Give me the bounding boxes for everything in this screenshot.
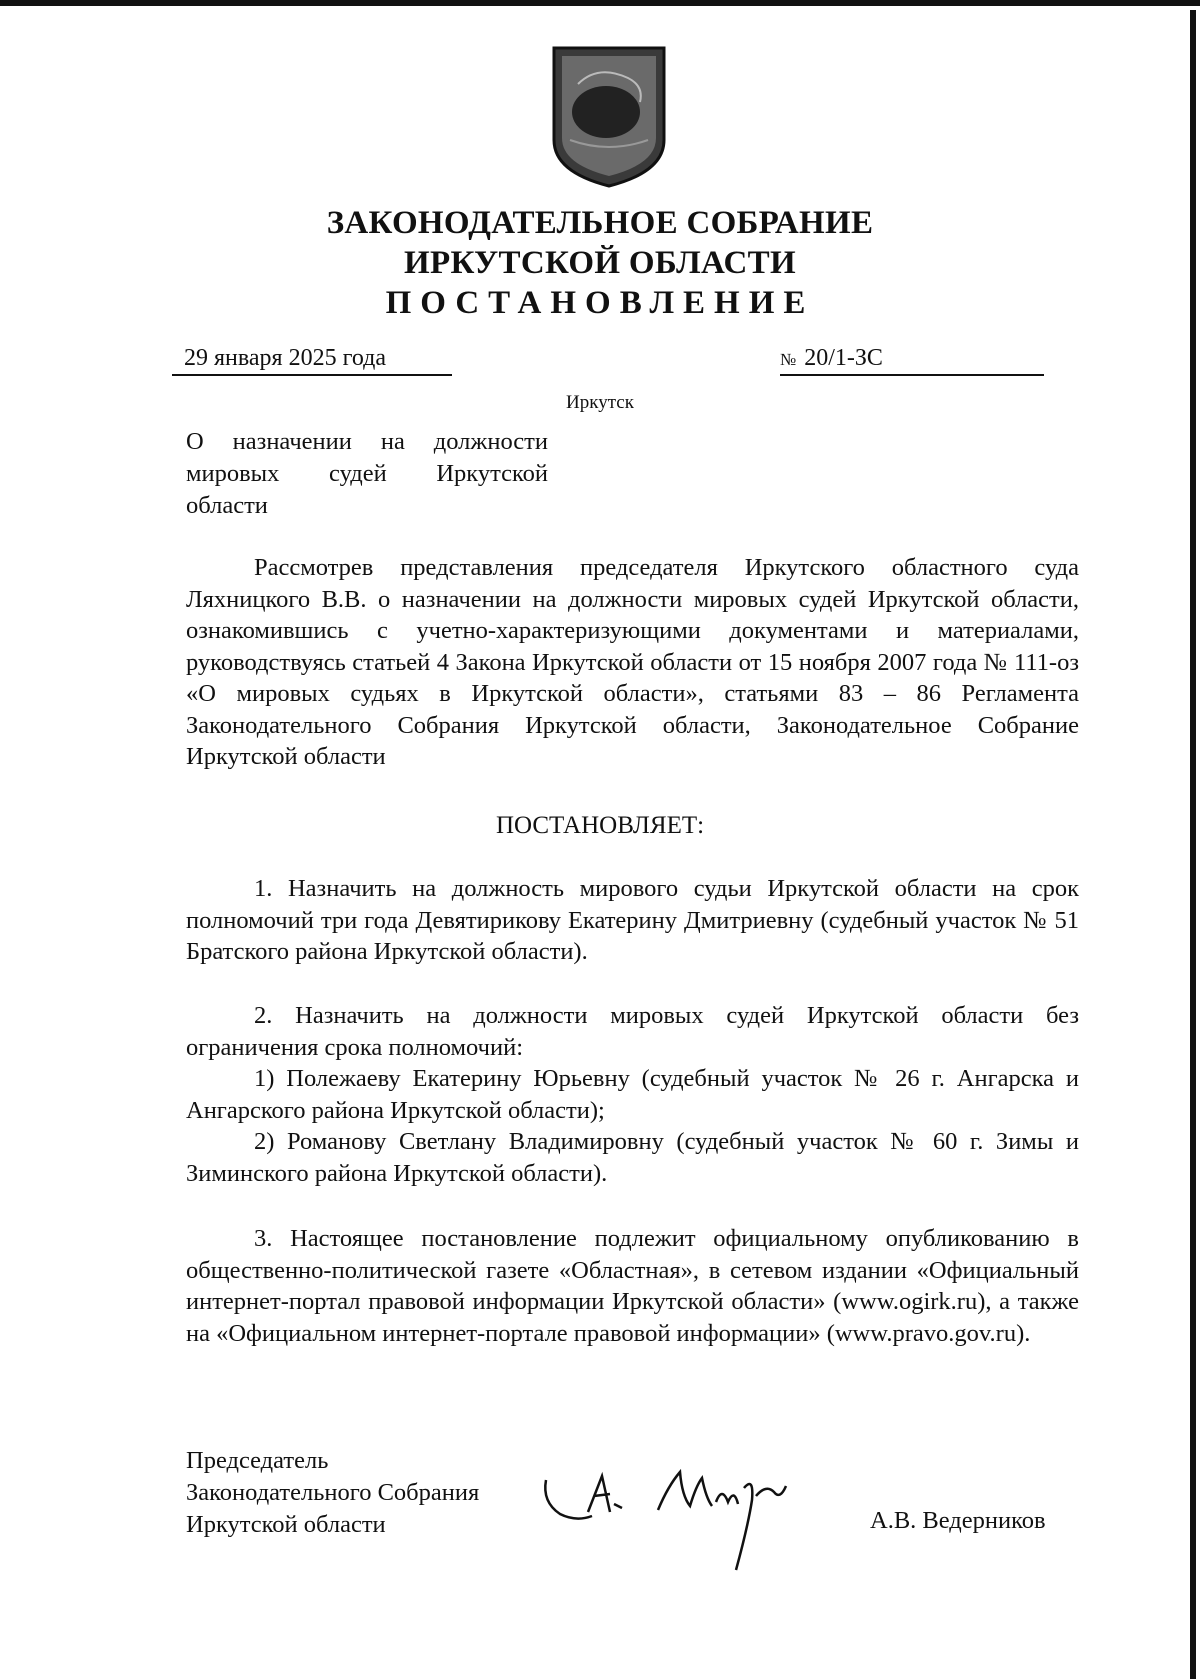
number-sign: № [780, 350, 797, 369]
document-number: 20/1-ЗС [804, 345, 883, 371]
item-2-subitem-2: 2) Романову Светлану Владимировну (судебный участок № 60 г. Зимы и Зиминского района Иркутской области). [186, 1128, 1079, 1187]
document-date: 29 января 2025 года [172, 345, 452, 376]
signatory-position-line2: Законодательного Собрания [186, 1479, 480, 1506]
handwritten-signature [540, 1466, 840, 1576]
document-type: ПОСТАНОВЛЕНИЕ [385, 285, 815, 321]
document-city: Иркутск [566, 392, 634, 413]
item-2-block [186, 1000, 1079, 1189]
signatory-position-line1: Председатель [186, 1447, 329, 1474]
signatory-position [186, 1445, 479, 1541]
document-number-field [780, 345, 1044, 376]
signatory-name: А.В. Ведерников [870, 1507, 1046, 1534]
document-subject: О назначении на должности мировых судей Иркутской области [186, 428, 548, 519]
intro-paragraph: Рассмотрев представления председателя Иркутского областного суда Ляхницкого В.В. о назначении на должности мировых судей Иркутской области, ознакомившись с учетно-характеризующими документами и материалами, руководствуясь статьей 4 Закона Иркутской области от 15 ноября 2007 года № 111-оз «О мировых судьях в Иркутской области», статьями 83 – 86 Регламента Законодательного Собрания Иркутской области, Законодательное Собрание Иркутской области [186, 554, 1079, 770]
signatory-position-line3: Иркутской области [186, 1511, 386, 1538]
item-3-paragraph: 3. Настоящее постановление подлежит официальному опубликованию в общественно-политической газете «Областная», в сетевом издании «Официальный интернет-портал правовой информации Иркутской области» (www.ogirk.ru), а также на «Официальном интернет-портале правовой информации» (www.pravo.gov.ru). [186, 1225, 1079, 1347]
item-1-paragraph: 1. Назначить на должность мирового судьи Иркутской области на срок полномочий три года Девятирикову Екатерину Дмитриевну (судебный участок № 51 Братского района Иркутской области). [186, 875, 1079, 965]
scan-edge-top [0, 0, 1200, 6]
coat-of-arms-emblem [548, 44, 670, 188]
organization-name-line2: ИРКУТСКОЙ ОБЛАСТИ [404, 245, 796, 281]
item-2-paragraph: 2. Назначить на должности мировых судей Иркутской области без ограничения срока полномочий: [186, 1002, 1079, 1061]
decree-heading: ПОСТАНОВЛЯЕТ: [495, 812, 705, 839]
organization-name-line1: ЗАКОНОДАТЕЛЬНОЕ СОБРАНИЕ [326, 205, 874, 241]
item-2-subitem-1: 1) Полежаеву Екатерину Юрьевну (судебный участок № 26 г. Ангарска и Ангарского района Иркутской области); [186, 1065, 1079, 1124]
